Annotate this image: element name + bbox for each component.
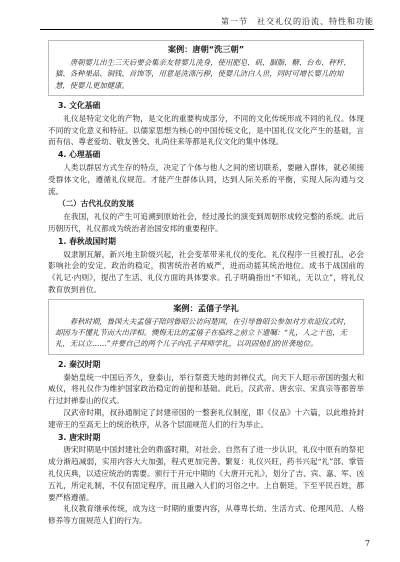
case-box-tang <box>48 40 364 96</box>
case-body: 唐朝婴儿出生三天后要会集亲友替婴儿洗身，使用肥皂、矾、胭脂、糖、台布、秤杆、猫、各种果品、铜钱、首饰等，用意是洗涤污秽，使婴儿洁白人世，同时可增长婴儿的知慧，使婴儿更加健康。 <box>55 57 351 90</box>
page-number: 7 <box>364 539 370 548</box>
case-body: 春秋时期，鲁国大夫孟僖子陪同鲁昭公访问楚国，在引导鲁昭公参加对方欢迎仪式时，却因为不懂礼节而大出洋相。懊悔无比的孟僖子在临终之前立下遗嘱：“礼，人之干也，无礼，无以立……”并要自己的两个儿子向孔子拜师学礼，以巩固他们的世袭地位。 <box>55 316 351 349</box>
paragraph: 在我国，礼仪的产生可追溯到原始社会，经过漫长的演变到周朝形成较完整的系统。此后历朝历代，礼仪都成为统治者治国安邦的重要程序。 <box>48 212 364 233</box>
paragraph: 礼仪教育继承传统，成为这一时期的重要内容，从尊卑长幼、生活方式、伦理风范、人格修养等方面规范人们的行为。 <box>48 504 364 526</box>
section-heading-spring-autumn: 1. 春秋战国时期 <box>58 236 116 246</box>
section-heading-qin-han: 2. 秦汉时期 <box>58 359 101 369</box>
paragraph: 礼仪是特定文化的产物，是文化的重要构成部分，不同的文化传统形成不同的礼仪。体现不同的文化意义和特征。以儒家思想为核心的中国传统文化，是中国礼仪文化产生的基础，言而有信、尊老爱幼、敬友善交、礼尚往来等都是礼仪文化的集中体现。 <box>48 113 364 147</box>
paragraph: 汉武帝时期，叔孙通制定了封建帝国的一整套礼仪制度，即《仪品》十六篇，以此维持封建帝王的至高无上的统治秩序，从各个层面规范人们的行为举止。 <box>48 407 364 429</box>
case-title: 案例：孟僖子学礼 <box>173 302 239 313</box>
section-heading-psychology: 4. 心理基础 <box>58 150 101 160</box>
paragraph: 奴隶制瓦解，新兴地主阶级兴起，社会变革带来礼仪的变化。礼仪程序一旦被打乱，必会影响社会的安定、政治的稳定，损害统治者的威严，进而动摇其统治地位。成书于战国前的《礼记·内则》，提出了生活、礼仪方面的具体要求。孔子明确指出“不知礼，无以立”，将礼仪教育放到首位。 <box>48 249 364 294</box>
section-heading-tang-song: 3. 唐宋时期 <box>58 432 101 442</box>
running-header: 第一节 社交礼仪的沿流、特性和功能 <box>221 17 374 26</box>
paragraph: 人类以群居方式生存的特点，决定了个体与他人之间的密切联系，要融入群体，就必须接受群体文化，遵循礼仪规范。才能产生群体认同，达到人际关系的平衡，实现人际沟通与交流。 <box>48 163 364 196</box>
section-heading-culture: 3. 文化基础 <box>58 101 101 111</box>
header-rule <box>40 29 374 30</box>
section-heading-ancient: （二）古代礼仪的发展 <box>58 199 134 209</box>
case-title: 案例：唐朝“洗三朝” <box>167 44 245 54</box>
case-box-mengxizi <box>48 299 364 355</box>
page-content <box>48 40 364 527</box>
paragraph: 唐宋时期是中国封建社会的鼎盛时期，对社会、自然有了进一步认识，礼仪中原有的祭祀成分渐趋减弱，实用内容大大加强，程式更加完善。繁复：礼仪兴旺，药书兴起“礼”部、掌管礼仪庆典，以适应统治的需要。颁行于开元中期的《大唐开元礼》，划分了吉、宾、嘉、军、凶五礼，所定礼制，不仅有固定程序，而且融入人们的习俗之中。上自朝廷，下至平民百姓，都要严格遵循。 <box>48 445 364 502</box>
paragraph: 秦始皇统一中国后齐久，登泰山，举行祭奠天地的封禅仪式，向天下人昭示帝国的强大和威仪，将礼仪作为维护国家政治稳定的前提和基础。此后，汉武帝、唐玄宗、宋真宗等都曾举行过封禅泰山的仪式。 <box>48 372 364 406</box>
